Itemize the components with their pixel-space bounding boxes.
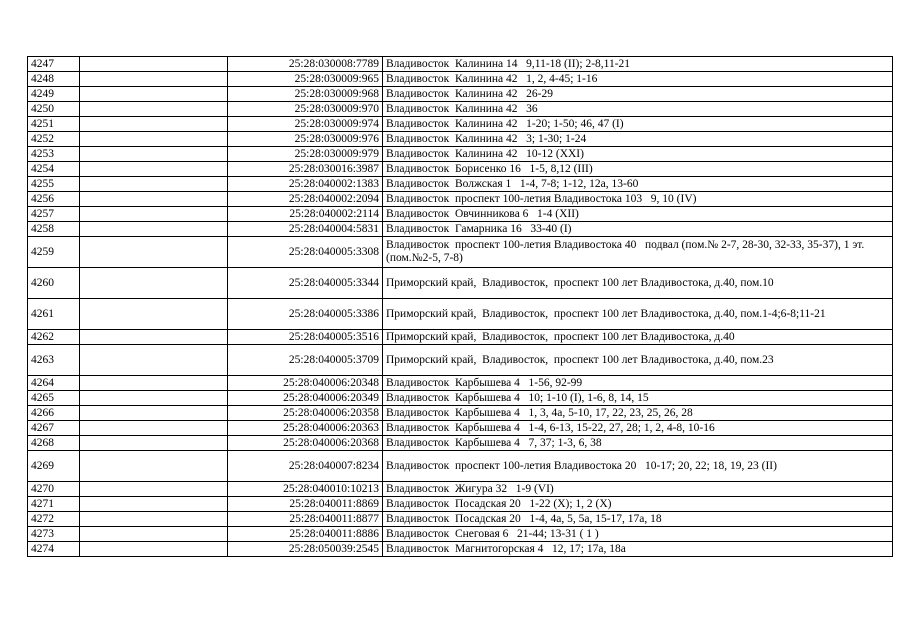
address-cell: Приморский край, Владивосток, проспект 100 лет Владивостока, д.40, пом.23 <box>383 345 893 376</box>
address-cell: Приморский край, Владивосток, проспект 100 лет Владивостока, д.40 <box>383 330 893 345</box>
empty-cell <box>80 57 228 72</box>
table-row <box>28 147 893 162</box>
row-number-cell: 4263 <box>28 345 80 376</box>
row-number-cell: 4269 <box>28 451 80 482</box>
table-row <box>28 177 893 192</box>
empty-cell <box>80 132 228 147</box>
row-number-cell: 4266 <box>28 406 80 421</box>
cadastral-number-cell: 25:28:030009:968 <box>228 87 383 102</box>
row-number-cell: 4248 <box>28 72 80 87</box>
row-number-cell: 4257 <box>28 207 80 222</box>
row-number-cell: 4267 <box>28 421 80 436</box>
cadastral-number-cell: 25:28:040005:3516 <box>228 330 383 345</box>
table-row <box>28 406 893 421</box>
address-cell: Владивосток Волжская 1 1-4, 7-8; 1-12, 12а, 13-60 <box>383 177 893 192</box>
empty-cell <box>80 162 228 177</box>
cadastral-number-cell: 25:28:040011:8869 <box>228 497 383 512</box>
row-number-cell: 4270 <box>28 482 80 497</box>
empty-cell <box>80 391 228 406</box>
row-number-cell: 4265 <box>28 391 80 406</box>
address-cell: Владивосток Калинина 14 9,11-18 (II); 2-8,11-21 <box>383 57 893 72</box>
address-cell: Владивосток Посадская 20 1-22 (X); 1, 2 (X) <box>383 497 893 512</box>
table-row <box>28 376 893 391</box>
row-number-cell: 4256 <box>28 192 80 207</box>
empty-cell <box>80 345 228 376</box>
empty-cell <box>80 299 228 330</box>
row-number-cell: 4261 <box>28 299 80 330</box>
row-number-cell: 4258 <box>28 222 80 237</box>
address-cell: Владивосток проспект 100-летия Владивостока 103 9, 10 (IV) <box>383 192 893 207</box>
table-row <box>28 222 893 237</box>
empty-cell <box>80 542 228 557</box>
row-number-cell: 4268 <box>28 436 80 451</box>
address-cell: Владивосток проспект 100-летия Владивостока 40 подвал (пом.№ 2-7, 28-30, 32-33, 35-37), 1 эт.(пом.№2-5, 7-8) <box>383 237 893 268</box>
empty-cell <box>80 102 228 117</box>
row-number-cell: 4252 <box>28 132 80 147</box>
cadastral-number-cell: 25:28:040005:3344 <box>228 268 383 299</box>
table-row <box>28 72 893 87</box>
cadastral-number-cell: 25:28:030008:7789 <box>228 57 383 72</box>
cadastral-number-cell: 25:28:030016:3987 <box>228 162 383 177</box>
address-cell: Владивосток Калинина 42 10-12 (XXI) <box>383 147 893 162</box>
row-number-cell: 4273 <box>28 527 80 542</box>
cadastral-number-cell: 25:28:040002:1383 <box>228 177 383 192</box>
table-row <box>28 497 893 512</box>
table-row <box>28 57 893 72</box>
row-number-cell: 4274 <box>28 542 80 557</box>
address-cell: Приморский край, Владивосток, проспект 100 лет Владивостока, д.40, пом.10 <box>383 268 893 299</box>
table-row <box>28 102 893 117</box>
cadastral-number-cell: 25:28:040005:3709 <box>228 345 383 376</box>
row-number-cell: 4250 <box>28 102 80 117</box>
address-cell: Владивосток Карбышева 4 1, 3, 4а, 5-10, 17, 22, 23, 25, 26, 28 <box>383 406 893 421</box>
table-row <box>28 207 893 222</box>
table-row <box>28 345 893 376</box>
row-number-cell: 4272 <box>28 512 80 527</box>
empty-cell <box>80 87 228 102</box>
empty-cell <box>80 512 228 527</box>
cadastral-number-cell: 25:28:040010:10213 <box>228 482 383 497</box>
table-row <box>28 421 893 436</box>
empty-cell <box>80 192 228 207</box>
cadastral-number-cell: 25:28:040006:20349 <box>228 391 383 406</box>
empty-cell <box>80 451 228 482</box>
cadastral-number-cell: 25:28:030009:970 <box>228 102 383 117</box>
table-row <box>28 192 893 207</box>
cadastral-number-cell: 25:28:040006:20368 <box>228 436 383 451</box>
row-number-cell: 4254 <box>28 162 80 177</box>
row-number-cell: 4247 <box>28 57 80 72</box>
table-row <box>28 330 893 345</box>
cadastral-number-cell: 25:28:040011:8886 <box>228 527 383 542</box>
empty-cell <box>80 177 228 192</box>
table-row <box>28 527 893 542</box>
empty-cell <box>80 147 228 162</box>
empty-cell <box>80 406 228 421</box>
table-row <box>28 162 893 177</box>
cadastral-number-cell: 25:28:030009:976 <box>228 132 383 147</box>
empty-cell <box>80 72 228 87</box>
empty-cell <box>80 527 228 542</box>
row-number-cell: 4262 <box>28 330 80 345</box>
table-row <box>28 87 893 102</box>
address-cell: Владивосток Калинина 42 1, 2, 4-45; 1-16 <box>383 72 893 87</box>
address-cell: Владивосток Калинина 42 1-20; 1-50; 46, 47 (I) <box>383 117 893 132</box>
address-cell: Владивосток Калинина 42 26-29 <box>383 87 893 102</box>
row-number-cell: 4251 <box>28 117 80 132</box>
empty-cell <box>80 117 228 132</box>
table-row <box>28 117 893 132</box>
cadastral-number-cell: 25:28:040005:3386 <box>228 299 383 330</box>
address-cell: Владивосток Карбышева 4 7, 37; 1-3, 6, 38 <box>383 436 893 451</box>
address-cell: Владивосток Калинина 42 3; 1-30; 1-24 <box>383 132 893 147</box>
row-number-cell: 4253 <box>28 147 80 162</box>
cadastral-number-cell: 25:28:040006:20358 <box>228 406 383 421</box>
address-cell: Владивосток Снеговая 6 21-44; 13-31 ( 1 ) <box>383 527 893 542</box>
empty-cell <box>80 482 228 497</box>
address-cell: Приморский край, Владивосток, проспект 100 лет Владивостока, д.40, пом.1-4;6-8;11-21 <box>383 299 893 330</box>
address-cell: Владивосток Карбышева 4 1-4, 6-13, 15-22, 27, 28; 1, 2, 4-8, 10-16 <box>383 421 893 436</box>
table-row <box>28 237 893 268</box>
row-number-cell: 4264 <box>28 376 80 391</box>
empty-cell <box>80 207 228 222</box>
table-row <box>28 482 893 497</box>
cadastral-number-cell: 25:28:050039:2545 <box>228 542 383 557</box>
cadastral-number-cell: 25:28:040002:2114 <box>228 207 383 222</box>
row-number-cell: 4271 <box>28 497 80 512</box>
empty-cell <box>80 421 228 436</box>
cadastral-number-cell: 25:28:030009:965 <box>228 72 383 87</box>
empty-cell <box>80 330 228 345</box>
address-cell: Владивосток проспект 100-летия Владивостока 20 10-17; 20, 22; 18, 19, 23 (II) <box>383 451 893 482</box>
address-cell: Владивосток Борисенко 16 1-5, 8,12 (III) <box>383 162 893 177</box>
table-body <box>28 57 893 557</box>
cadastral-number-cell: 25:28:040005:3308 <box>228 237 383 268</box>
address-cell: Владивосток Посадская 20 1-4, 4а, 5, 5а, 15-17, 17а, 18 <box>383 512 893 527</box>
address-cell: Владивосток Овчинникова 6 1-4 (XII) <box>383 207 893 222</box>
empty-cell <box>80 237 228 268</box>
address-cell: Владивосток Магнитогорская 4 12, 17; 17а, 18а <box>383 542 893 557</box>
cadastral-number-cell: 25:28:040011:8877 <box>228 512 383 527</box>
empty-cell <box>80 222 228 237</box>
cadastral-number-cell: 25:28:030009:979 <box>228 147 383 162</box>
cadastral-number-cell: 25:28:040006:20348 <box>228 376 383 391</box>
table-row <box>28 512 893 527</box>
table-row <box>28 268 893 299</box>
empty-cell <box>80 376 228 391</box>
table-row <box>28 391 893 406</box>
table-row <box>28 132 893 147</box>
cadastral-number-cell: 25:28:040007:8234 <box>228 451 383 482</box>
row-number-cell: 4249 <box>28 87 80 102</box>
table-row <box>28 451 893 482</box>
property-registry-table <box>27 56 893 557</box>
empty-cell <box>80 497 228 512</box>
cadastral-number-cell: 25:28:040002:2094 <box>228 192 383 207</box>
row-number-cell: 4260 <box>28 268 80 299</box>
address-cell: Владивосток Карбышева 4 1-56, 92-99 <box>383 376 893 391</box>
row-number-cell: 4255 <box>28 177 80 192</box>
empty-cell <box>80 268 228 299</box>
table-row <box>28 299 893 330</box>
address-cell: Владивосток Жигура 32 1-9 (VI) <box>383 482 893 497</box>
address-cell: Владивосток Калинина 42 36 <box>383 102 893 117</box>
cadastral-number-cell: 25:28:040006:20363 <box>228 421 383 436</box>
address-cell: Владивосток Карбышева 4 10; 1-10 (I), 1-6, 8, 14, 15 <box>383 391 893 406</box>
cadastral-number-cell: 25:28:030009:974 <box>228 117 383 132</box>
address-cell: Владивосток Гамарника 16 33-40 (I) <box>383 222 893 237</box>
table-row <box>28 436 893 451</box>
table-row <box>28 542 893 557</box>
empty-cell <box>80 436 228 451</box>
cadastral-number-cell: 25:28:040004:5831 <box>228 222 383 237</box>
row-number-cell: 4259 <box>28 237 80 268</box>
